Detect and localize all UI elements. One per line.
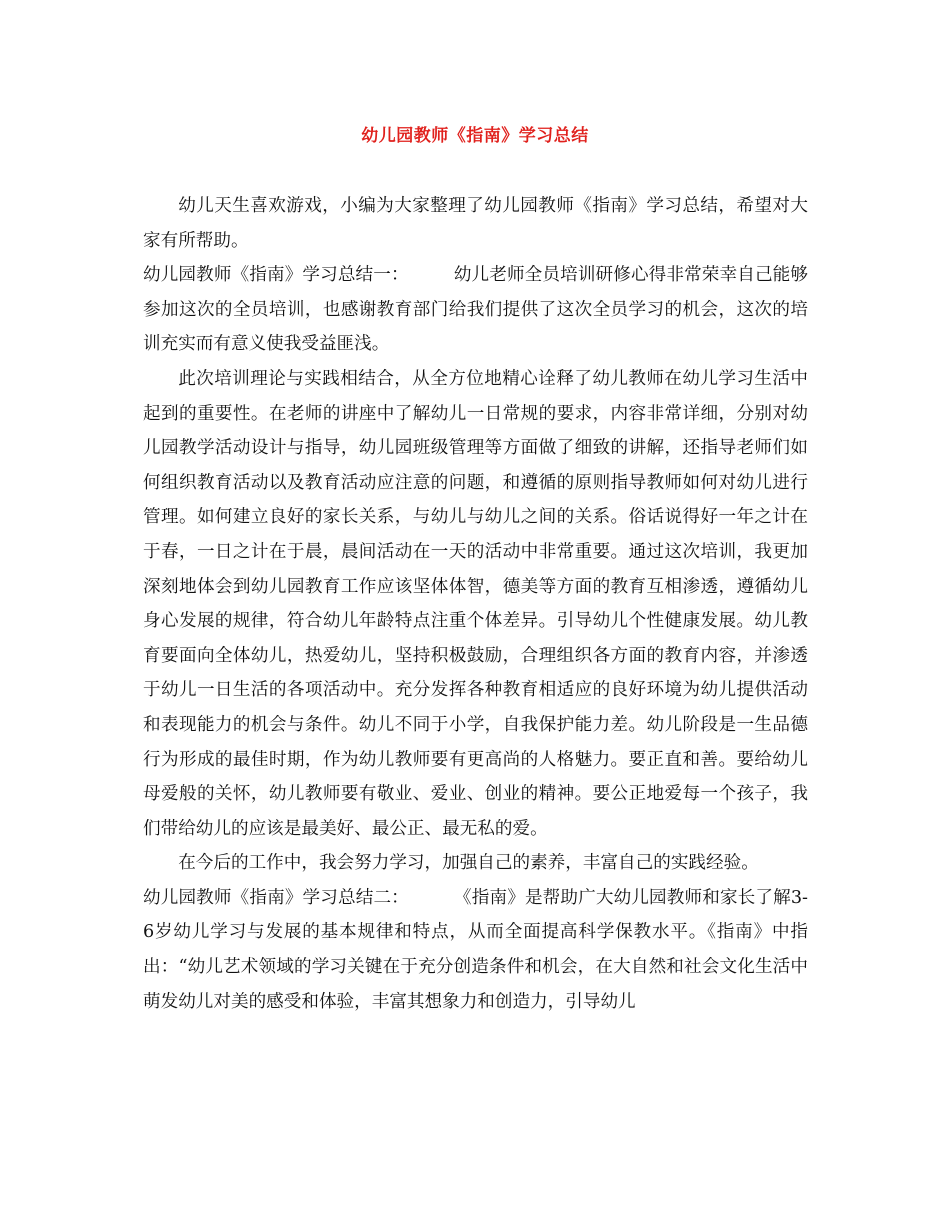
document-body xyxy=(143,189,808,1019)
section-heading: 幼儿园教师《指南》学习总结二： xyxy=(143,887,409,908)
body-paragraph xyxy=(143,362,808,846)
paragraph-text: 幼儿天生喜欢游戏，小编为大家整理了幼儿园教师《指南》学习总结，希望对大家有所帮助。 xyxy=(143,196,808,251)
paragraph-text: 《指南》是帮助广大幼儿园教师和家长了解3-6岁幼儿学习与发展的基本规律和特点，从而全面提高科学保教水平。《指南》中指出：“幼儿艺术领域的学习关键在于充分创造条件和机会，在大自然和社会文化生活中萌发幼儿对美的感受和体验，丰富其想象力和创造力，引导幼儿 xyxy=(143,887,808,1012)
section-heading: 幼儿园教师《指南》学习总结一： xyxy=(143,265,409,286)
document-title: 幼儿园教师《指南》学习总结 xyxy=(361,126,589,146)
intro-paragraph xyxy=(143,189,808,258)
paragraph-text: 此次培训理论与实践相结合，从全方位地精心诠释了幼儿教师在幼儿学习生活中起到的重要性。在老师的讲座中了解幼儿一日常规的要求，内容非常详细，分别对幼儿园教学活动设计与指导，幼儿园班级管理等方面做了细致的讲解，还指导老师们如何组织教育活动以及教育活动应注意的问题，和遵循的原则指导教师如何对幼儿进行管理。如何建立良好的家长关系，与幼儿与幼儿之间的关系。俗话说得好一年之计在于春，一日之计在于晨，晨间活动在一天的活动中非常重要。通过这次培训，我更加深刻地体会到幼儿园教育工作应该坚体体智，德美等方面的教育互相渗透，遵循幼儿身心发展的规律，符合幼儿年龄特点注重个体差异。引导幼儿个性健康发展。幼儿教育要面向全体幼儿，热爱幼儿，坚持积极鼓励，合理组织各方面的教育内容，并渗透于幼儿一日生活的各项活动中。充分发挥各种教育相适应的良好环境为幼儿提供活动和表现能力的机会与条件。幼儿不同于小学，自我保护能力差。幼儿阶段是一生品德行为形成的最佳时期，作为幼儿教师要有更高尚的人格魅力。要正直和善。要给幼儿母爱般的关怀，幼儿教师要有敬业、爱业、创业的精神。要公正地爱每一个孩子，我们带给幼儿的应该是最美好、最公正、最无私的爱。 xyxy=(143,368,808,839)
paragraph-text: 在今后的工作中，我会努力学习，加强自己的素养，丰富自己的实践经验。 xyxy=(178,853,759,874)
body-paragraph xyxy=(143,846,808,881)
section-one-paragraph xyxy=(143,258,808,362)
section-two-paragraph xyxy=(143,881,808,1019)
paragraph-text: 幼儿老师全员培训研修心得非常荣幸自己能够参加这次的全员培训，也感谢教育部门给我们提供了这次全员学习的机会，这次的培训充实而有意义使我受益匪浅。 xyxy=(143,265,808,355)
